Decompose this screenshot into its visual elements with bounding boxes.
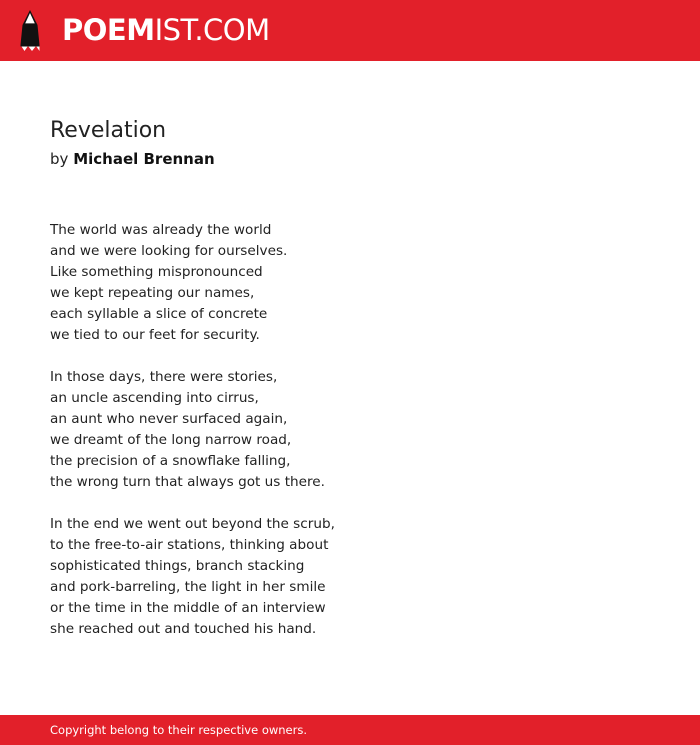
site-footer <box>0 715 700 745</box>
copyright-text: Copyright belong to their respective owners. <box>50 723 308 737</box>
poem-line: In the end we went out beyond the scrub, <box>50 516 335 532</box>
poem-line: we tied to our feet for security. <box>50 327 260 343</box>
poem-line: an aunt who never surfaced again, <box>50 411 288 427</box>
logo-bold-text: POEM <box>62 13 155 47</box>
poem-line: we dreamt of the long narrow road, <box>50 432 292 448</box>
logo-light-text: IST.COM <box>154 13 270 47</box>
poem-line: she reached out and touched his hand. <box>50 621 317 637</box>
site-header <box>0 0 700 61</box>
stanza <box>50 220 650 346</box>
poem-line: the precision of a snowflake falling, <box>50 453 291 469</box>
poem-line: to the free-to-air stations, thinking about <box>50 537 329 553</box>
byline <box>50 148 650 170</box>
poem-line: an uncle ascending into cirrus, <box>50 390 259 406</box>
poem-content <box>50 114 650 661</box>
poem-line: Like something mispronounced <box>50 264 263 280</box>
poem-line: each syllable a slice of concrete <box>50 306 268 322</box>
author-name: Michael Brennan <box>73 150 215 168</box>
poem-line: and pork-barreling, the light in her smile <box>50 579 326 595</box>
poem-body <box>50 220 650 640</box>
stanza <box>50 367 650 493</box>
poem-line: In those days, there were stories, <box>50 369 278 385</box>
poem-line: or the time in the middle of an interview <box>50 600 326 616</box>
site-logo-link[interactable] <box>62 13 270 47</box>
poem-line: we kept repeating our names, <box>50 285 255 301</box>
poem-line: sophisticated things, branch stacking <box>50 558 305 574</box>
byline-by-label: by <box>50 150 69 168</box>
poem-title: Revelation <box>50 118 167 143</box>
poem-line: The world was already the world <box>50 222 272 238</box>
poem-line: the wrong turn that always got us there. <box>50 474 325 490</box>
poem-line: and we were looking for ourselves. <box>50 243 288 259</box>
stanza <box>50 514 650 640</box>
pencil-tip-icon[interactable] <box>18 10 42 51</box>
